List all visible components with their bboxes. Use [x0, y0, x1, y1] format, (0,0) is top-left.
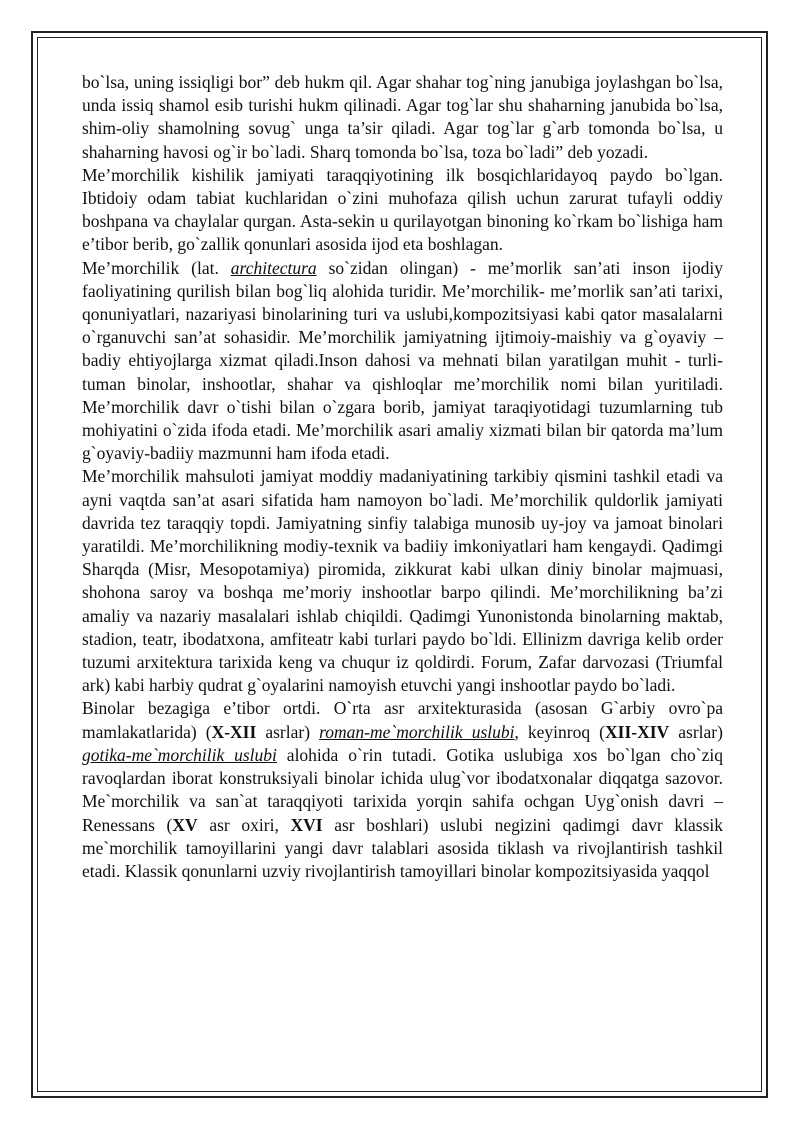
p5-century-3: XV — [172, 814, 198, 835]
p5-text-4: asrlar) — [669, 721, 723, 742]
paragraph-4: Me’morchilik mahsuloti jamiyat moddiy madaniyatining tarkibiy qismini tashkil etadi va ayni vaqtda san’at asari sifatida ham namoyon bo`ladi. Me’morchilik quldorlik jamiyati davrida tez taraqqiy topdi. Jamiyatning sinfiy talabiga munosib uy-joy va jamoat binolari yaratildi. Me’morchilikning modiy-texnik va badiiy imkoniyatlari ham kengaydi. Qadimgi Sharqda (Misr, Mesopotamiya) piromida, zikkurat kabi ulkan diniy binolar majmuasi, shohona saroy va boshqa me’moriy inshootlar barpo qilindi. Me’morchilikning ba’zi amaliy va nazariy masalalari ishlab chiqildi. Qadimgi Yunonistonda binolarning maktab, stadion, teatr, ibodatxona, amfiteatr kabi turlari paydo bo`ldi. Ellinizm davriga kelib order tuzumi arxitektura tarixida keng va chuqur iz qoldirdi. Forum, Zafar darvozasi (Triumfal ark) kabi harbiy qudrat g`oyalarini namoyish etuvchi yangi inshootlar paydo bo`ladi. — [82, 466, 723, 696]
document-body — [82, 71, 723, 883]
paragraph-3-rest: so`zidan olingan) - me’morlik san’ati inson ijodiy faoliyatining qurilish bilan bog`liq alohida turidir. Me’morchilik- me’morlik san’ati tarixi, qonuniyatlari, nazariyasi binolarining turi va uslubi,kompozitsiyasi kabi qator masalalarni o`rganuvchi san’at sohasidir. Me’morchilik jamiyatning ijtimoiy-maishiy va g`oyaviy – badiy ehtiyojlarga xizmat qiladi.Inson dahosi va mehnati bilan yaratilgan muhit - turli-tuman binolar, inshootlar, shahar va qishloqlar me’morchilik nomi bilan yuritiladi. Me’morchilik davr o`tishi bilan o`zgara borib, jamiyat taraqiyotidagi tuzumlarning tub mohiyatini o`zida ifoda etadi. Me’morchilik asari amaliy xizmati bilan bir qatorda ma’lum g`oyaviy-badiiy mazmunni ham ifoda etadi. — [82, 257, 723, 464]
p5-text-2: asrlar) — [256, 721, 320, 742]
p5-text-5: alohida o`rin tutadi. Gotika uslubiga xos bo`lgan cho`ziq ravoqlardan iborat konstruksiyali binolar ichida ulug`vor ibodatxonalar diqqatga sazovor. Me`morchilik va san`at taraqqiyoti tarixida yorqin sahifa ochgan Uyg`onish davri – Renessans ( — [82, 744, 723, 835]
p5-century-1: X-XII — [211, 721, 257, 742]
paragraph-3-start: Me’morchilik (lat. — [82, 257, 231, 278]
p5-text-1: Binolar bezagiga e’tibor ortdi. O`rta asr arxitekturasida (asosan G`arbiy ovro`pa mamlakatlarida) ( — [82, 698, 723, 742]
paragraph-1: bo`lsa, uning issiqligi bor” deb hukm qil. Agar shahar tog`ning janubiga joylashgan bo`lsa, unda issiq shamol esib turishi hukm qilinadi. Agar tog`lar shu shaharning janubida bo`lsa, shim-oliy shamolning sovug` unga ta’sir qiladi. Agar tog`lar g`arb tomonda bo`lsa, u shaharning havosi og`ir bo`ladi. Sharq tomonda bo`lsa, toza bo`ladi” deb yozadi. — [82, 72, 723, 162]
paragraph-5 — [82, 697, 723, 883]
architectura-term: architectura — [230, 257, 317, 278]
paragraph-2: Me’morchilik kishilik jamiyati taraqqiyotining ilk bosqichlaridayoq paydo bo`lgan. Ibtidoiy odam tabiat kuchlaridan o`zini muhofaza qilish uchun zarurat tufayli oddiy boshpana va chaylalar qurgan. Asta-sekin u qurilayotgan binoning ko`rkam bo`lishiga ham e’tibor berib, go`zallik qonunlari asosida ijod eta boshlagan. — [82, 164, 723, 255]
p5-century-2: XII-XIV — [605, 721, 670, 742]
p5-text-6: asr oxiri, — [197, 814, 291, 835]
p5-text-7: asr boshlari) uslubi negizini qadimgi davr klassik me`morchilik tamoyillarini yangi davr talablari asosida tiklash va rivojlantirish tashkil etadi. Klassik qonunlarni uzviy rivojlantirish tamoyillari binolar kompozitsiyasida yaqqol — [82, 814, 723, 881]
p5-century-4: XVI — [290, 814, 323, 835]
paragraph-3 — [82, 257, 723, 466]
p5-text-3: , keyinroq ( — [514, 721, 606, 742]
roman-style-term: roman-me`morchilik uslubi — [319, 721, 515, 742]
gothic-style-term: gotika-me`morchilik uslubi — [82, 744, 277, 765]
